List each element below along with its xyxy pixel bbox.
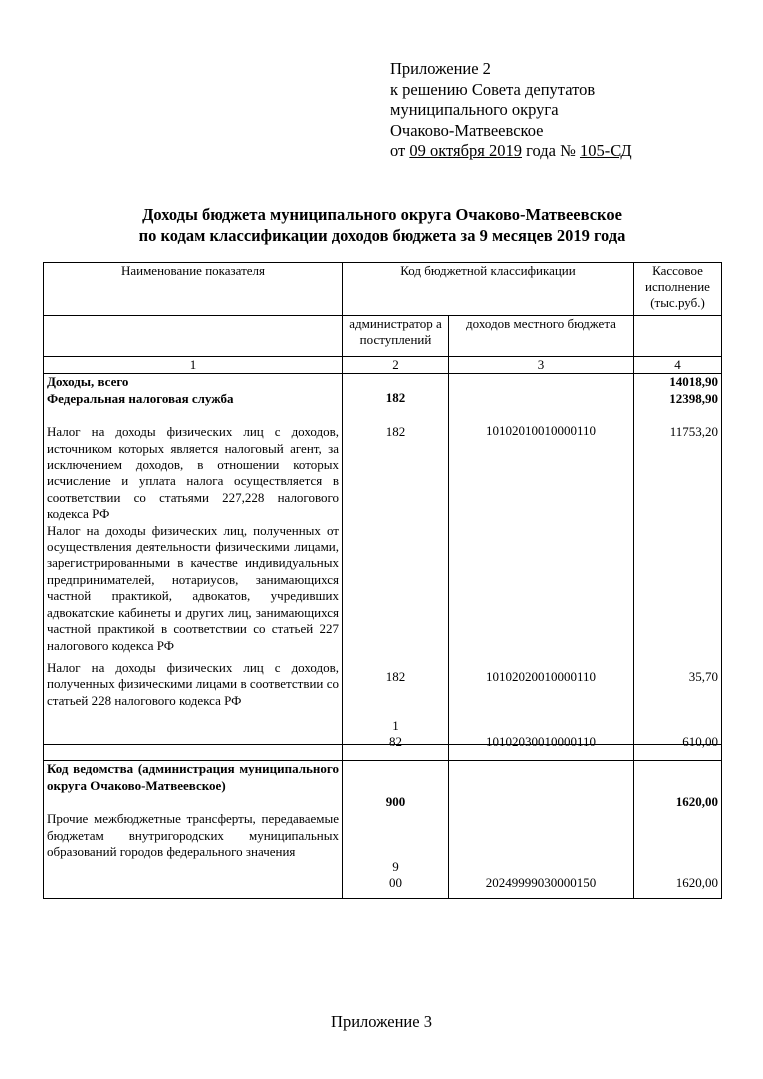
income-table [43,262,722,899]
header-admin: администратор а поступлений [343,316,449,357]
appendix-line: муниципального округа [390,100,559,119]
year-no: года № [522,141,580,160]
title-line: по кодам классификации доходов бюджета за 9 месяцев 2019 года [138,226,626,245]
fns-names-cell [44,374,343,745]
header-row [44,263,722,316]
row4-code: 20249999030000150 [485,875,597,891]
dept-code-cell [449,761,634,899]
dept-value: 1620,00 [675,794,718,810]
row1-code: 10102010010000110 [485,423,597,439]
header-cash: Кассовое исполнение (тыс.руб.) [634,263,722,316]
col-number: 3 [449,357,634,374]
row1-admin: 182 [385,423,406,439]
from-prefix: от [390,141,410,160]
document-title [44,204,720,246]
dept-value-cell [634,761,722,899]
row4-value: 1620,00 [675,875,718,891]
header-code: Код бюджетной классификации [343,263,634,316]
total-value: 14018,90 [669,374,718,390]
fns-admin: 182 [385,390,406,406]
row3-admin-b: 82 [389,734,402,750]
fns-value: 12398,90 [669,390,718,406]
row4-admin-b: 00 [389,875,402,891]
spacer-cell [44,745,343,761]
header-local: доходов местного бюджета [449,316,634,357]
dept-admin: 900 [385,794,406,810]
fns-code-cell [449,374,634,750]
row4-name: Прочие межбюджетные трансферты, передаваемые бюджетам внутригородских муниципальных образований городов федерального значения [47,811,339,860]
col-number: 1 [44,357,343,374]
appendix-line: Приложение 2 [390,59,491,78]
row2-value: 35,70 [688,669,718,685]
appendix-header [390,59,720,162]
row3-value: 610,00 [682,734,718,750]
row1-value: 11753,20 [669,424,718,440]
appendix-line: к решению Совета депутатов [390,79,596,99]
fns-section-row [44,374,722,745]
dept-label: Код ведомства (администрация муниципального округа Очаково-Матвеевское) [47,761,339,793]
fns-label: Федеральная налоговая служба [47,390,234,406]
dept-section-row [44,761,722,899]
footer-appendix: Приложение 3 [331,1012,432,1031]
appendix-line: Очаково-Матвеевское [390,120,544,140]
decision-number: 105-СД [579,141,632,160]
header-name: Наименование показателя [44,263,343,316]
decision-date: 09 октября 2019 [409,141,522,160]
dept-names-cell [44,761,343,899]
header-cash-empty [634,316,722,357]
appendix-decision-line [390,141,720,162]
subheader-row [44,316,722,357]
row2-code: 10102020010000110 [485,669,597,685]
dept-admin-cell [343,761,449,899]
row2-admin: 182 [385,669,406,685]
row4-admin-a: 9 [392,859,399,875]
fns-admin-cell [343,374,449,750]
total-label: Доходы, всего [47,374,129,390]
row1-name: Налог на доходы физических лиц с доходов, источником которых является налоговый агент, за исключением доходов, в отношении которых исчисление и уплата налога осуществляется в соответствии со статьями 227,228 налогового кодекса РФ [47,424,339,522]
fns-value-cell [634,374,722,750]
row3-code: 10102030010000110 [485,734,597,750]
col-number: 4 [634,357,722,374]
row3-name: Налог на доходы физических лиц с доходов, полученных физическими лицами в соответствии со статьей 228 налогового кодекса РФ [47,659,339,708]
col-number: 2 [343,357,449,374]
row3-admin-a: 1 [392,718,399,734]
title-line: Доходы бюджета муниципального округа Очаково-Матвеевское [142,205,622,224]
header-name-empty [44,316,343,357]
row2-name: Налог на доходы физических лиц, полученных от осуществления деятельности физическими лицами, зарегистрированными в качестве индивидуальных предпринимателей, нотариусов, занимающихся частной практикой, адвокатов, учредивших адвокатские кабинеты и других лиц, занимающихся частной практикой в соответствии со статьей 227 налогового кодекса РФ [47,522,339,653]
column-number-row [44,357,722,374]
